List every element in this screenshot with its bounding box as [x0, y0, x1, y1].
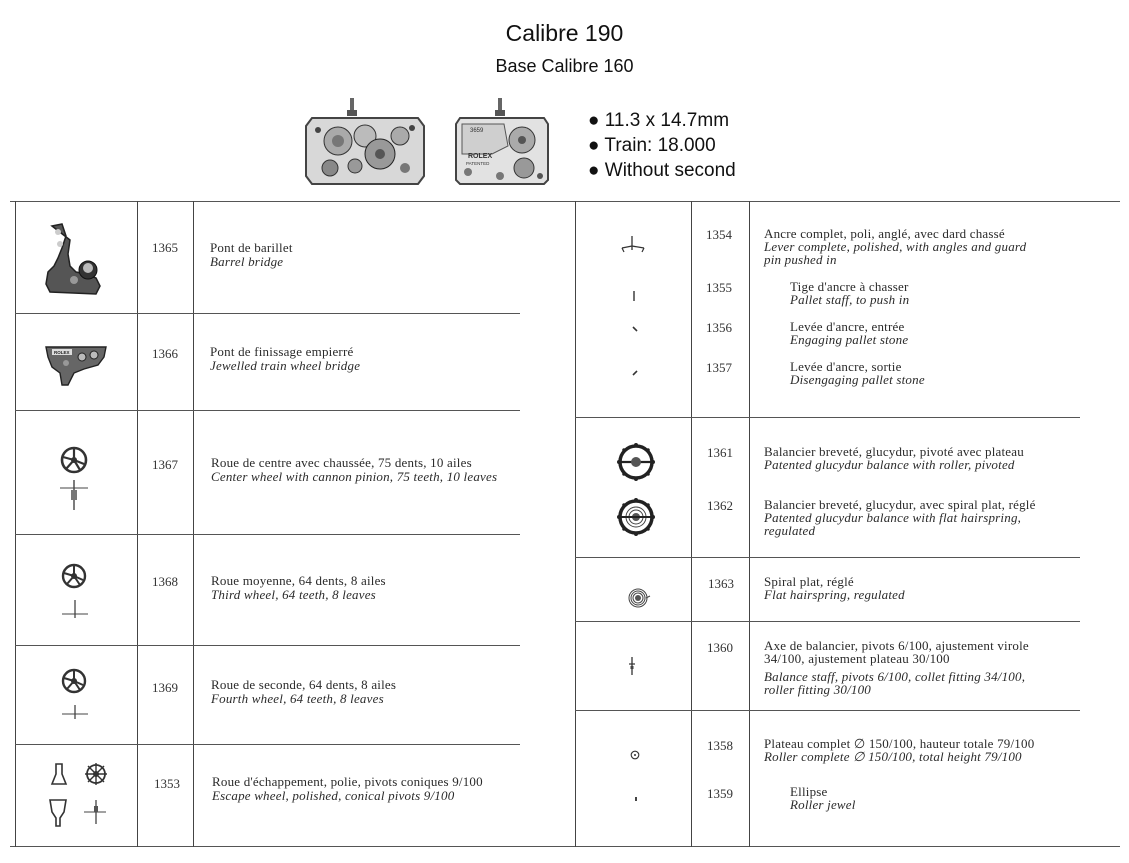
movement-model-engraving: 3659	[470, 128, 484, 134]
part-name-fr: Axe de balancier, pivots 6/100, ajustement virole	[764, 638, 1029, 653]
row-divider	[15, 410, 520, 411]
part-name-fr: Levée d'ancre, sortie	[790, 359, 902, 374]
part-name-fr: Ancre complet, poli, anglé, avec dard chassé	[764, 226, 1005, 241]
spec-seconds: ● Without second	[588, 160, 736, 181]
part-name-en: Pallet staff, to push in	[790, 292, 910, 307]
part-number: 1355	[706, 280, 732, 295]
part-number: 1367	[152, 457, 178, 472]
part-number: 1356	[706, 320, 732, 335]
part-name-fr: Balancier breveté, glucydur, avec spiral plat, réglé	[764, 497, 1036, 512]
part-name-en: Third wheel, 64 teeth, 8 leaves	[211, 587, 376, 602]
part-number: 1362	[707, 498, 733, 513]
part-name-en: Roller jewel	[790, 797, 856, 812]
part-name-en: Disengaging pallet stone	[790, 372, 925, 387]
part-name-fr: Ellipse	[790, 784, 828, 799]
row-divider	[575, 557, 1080, 558]
spec-train: ● Train: 18.000	[588, 135, 716, 156]
row-divider	[575, 710, 1080, 711]
table-top-border	[10, 201, 1120, 202]
part-number: 1354	[706, 227, 732, 242]
part-name-en: Fourth wheel, 64 teeth, 8 leaves	[211, 691, 384, 706]
page-title: Calibre 190	[505, 20, 624, 46]
third-wheel-image	[60, 562, 90, 620]
part-number: 1357	[706, 360, 732, 375]
col-divider	[193, 201, 194, 847]
part-number: 1369	[152, 680, 178, 695]
row-divider	[575, 417, 1080, 418]
part-name-en: Lever complete, polished, with angles and guard	[764, 239, 1027, 254]
train-wheel-bridge-image	[44, 343, 108, 387]
part-name-en: Jewelled train wheel bridge	[210, 358, 361, 373]
col-divider	[137, 201, 138, 847]
part-name-fr: Plateau complet ∅ 150/100, hauteur totale 79/100	[764, 736, 1035, 751]
part-name-fr: Roue d'échappement, polie, pivots coniques 9/100	[212, 774, 483, 789]
entry-pallet-stone-image	[632, 326, 638, 332]
bridge-engraving: ROLEX	[54, 350, 70, 355]
part-name-fr: Tige d'ancre à chasser	[790, 279, 909, 294]
balance-staff-image	[627, 656, 637, 676]
part-name-fr: Balancier breveté, glucydur, pivoté avec plateau	[764, 444, 1024, 459]
part-name-fr: Roue moyenne, 64 dents, 8 ailes	[211, 573, 386, 588]
part-number: 1353	[154, 776, 180, 791]
movement-dial-side-image	[300, 96, 430, 188]
part-name-en: Flat hairspring, regulated	[764, 587, 905, 602]
table-left-border	[15, 201, 16, 847]
patented-engraving: PATENTED	[466, 161, 490, 166]
part-name-en: roller fitting 30/100	[764, 682, 872, 697]
barrel-bridge-image	[40, 222, 104, 296]
roller-image	[630, 750, 640, 760]
pallet-staff-image	[631, 290, 637, 302]
col-divider	[691, 201, 692, 847]
part-name-fr: Roue de centre avec chaussée, 75 dents, 10 ailes	[211, 455, 472, 470]
table-bottom-border	[10, 846, 1120, 847]
part-number: 1365	[152, 240, 178, 255]
col-divider	[575, 201, 576, 847]
movement-bridge-side-image	[452, 96, 552, 188]
part-name-fr: Pont de finissage empierré	[210, 344, 354, 359]
escape-wheel-image	[44, 762, 114, 832]
part-number: 1366	[152, 346, 178, 361]
roller-jewel-image	[633, 796, 639, 802]
center-wheel-image	[58, 446, 90, 512]
part-name-en: regulated	[764, 523, 816, 538]
row-divider	[15, 645, 520, 646]
part-name-en: Patented glucydur balance with flat hairspring,	[764, 510, 1022, 525]
row-divider	[15, 313, 520, 314]
part-name-en: Balance staff, pivots 6/100, collet fitting 34/100,	[764, 669, 1026, 684]
part-name-en: Roller complete ∅ 150/100, total height 79/100	[764, 749, 1022, 764]
part-number: 1363	[708, 576, 734, 591]
part-name-fr: Levée d'ancre, entrée	[790, 319, 905, 334]
part-number: 1368	[152, 574, 178, 589]
spec-size: ● 11.3 x 14.7mm	[588, 110, 730, 131]
part-number: 1360	[707, 640, 733, 655]
part-name-fr: 34/100, ajustement plateau 30/100	[764, 651, 950, 666]
part-number: 1358	[707, 738, 733, 753]
part-name-en: Barrel bridge	[210, 254, 284, 269]
part-name-fr: Pont de barillet	[210, 240, 293, 255]
part-name-fr: Roue de seconde, 64 dents, 8 ailes	[211, 677, 397, 692]
flat-hairspring-image	[626, 587, 650, 609]
balance-with-hairspring-image	[614, 497, 658, 537]
balance-with-roller-image	[614, 442, 658, 482]
fourth-wheel-image	[60, 667, 90, 721]
rolex-engraving: ROLEX	[468, 153, 493, 160]
row-divider	[15, 534, 520, 535]
pallet-lever-image	[620, 234, 646, 256]
part-name-fr: Spiral plat, réglé	[764, 574, 854, 589]
part-number: 1361	[707, 445, 733, 460]
part-name-en: Escape wheel, polished, conical pivots 9/100	[212, 788, 455, 803]
part-name-en: Center wheel with cannon pinion, 75 teeth, 10 leaves	[211, 469, 498, 484]
col-divider	[749, 201, 750, 847]
page-subtitle: Base Calibre 160	[495, 56, 634, 76]
part-number: 1359	[707, 786, 733, 801]
part-name-en: Engaging pallet stone	[790, 332, 909, 347]
part-name-en: Patented glucydur balance with roller, pivoted	[764, 457, 1015, 472]
part-name-en: pin pushed in	[764, 252, 837, 267]
row-divider	[15, 744, 520, 745]
row-divider	[575, 621, 1080, 622]
exit-pallet-stone-image	[632, 370, 638, 376]
